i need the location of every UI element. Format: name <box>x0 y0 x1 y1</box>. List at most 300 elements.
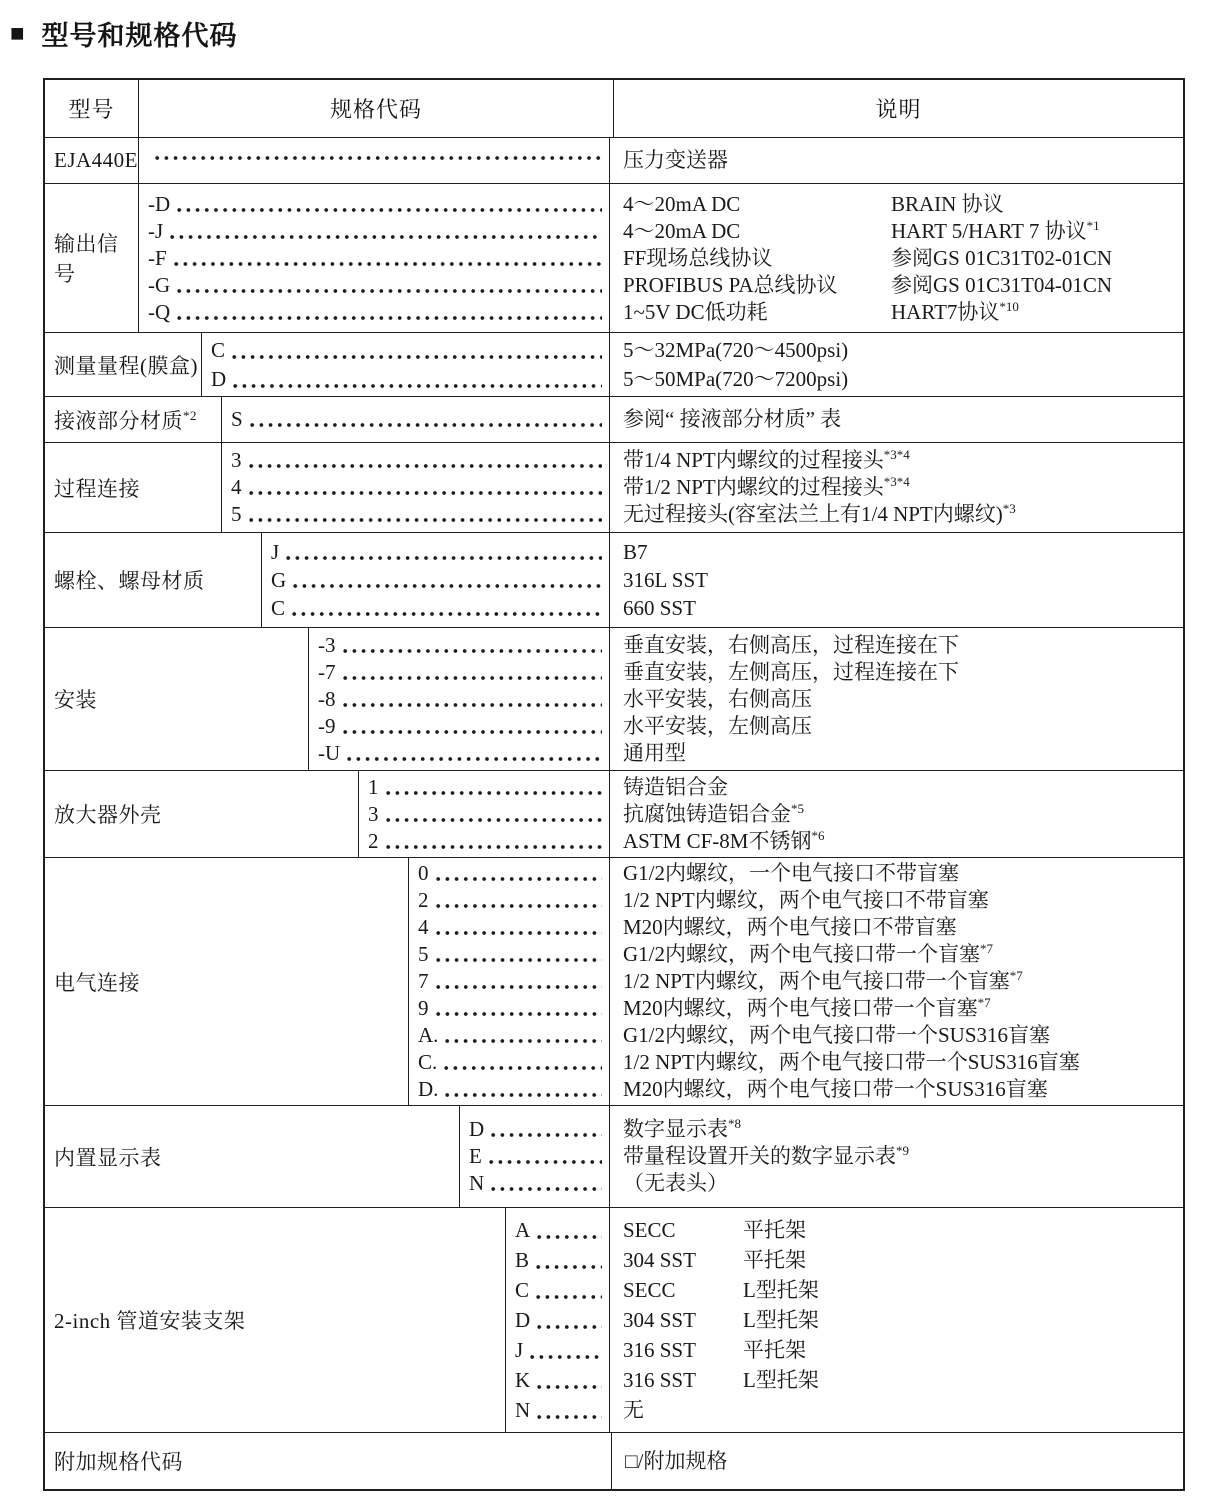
description-cell <box>610 333 1183 396</box>
spec-code-line <box>231 447 605 474</box>
spec-code-line <box>318 632 605 659</box>
spec-code-line <box>418 968 605 995</box>
spec-code: -3 <box>318 632 336 657</box>
section-label <box>45 333 202 396</box>
spec-code-line <box>418 1049 605 1076</box>
description-line <box>623 659 1177 686</box>
spec-code-line <box>418 995 605 1022</box>
description-text: 压力变送器 <box>623 148 728 172</box>
spec-code: 1 <box>368 774 379 799</box>
spec-section-row <box>45 396 1183 442</box>
description-line <box>623 1022 1177 1049</box>
dotted-leader <box>436 877 603 881</box>
description-text: 5～50MPa(720～7200psi) <box>623 366 849 391</box>
description-cell <box>612 1433 1183 1489</box>
description-line <box>623 272 1177 299</box>
description-cell <box>610 184 1183 332</box>
spec-code: 7 <box>418 969 429 993</box>
spec-code: 2 <box>418 888 429 912</box>
section-label <box>45 138 139 183</box>
spec-code-line <box>368 774 605 801</box>
dotted-leader <box>233 384 602 388</box>
spec-code-cell <box>460 1106 610 1207</box>
description-text: PROFIBUS PA总线协议 <box>623 272 838 297</box>
description-line <box>623 914 1177 941</box>
spec-code-line <box>368 828 605 855</box>
dotted-leader <box>537 1415 602 1419</box>
dotted-leader <box>536 1265 602 1269</box>
spec-code-line <box>318 686 605 713</box>
spec-code: C <box>271 596 286 620</box>
dotted-leader <box>386 845 603 849</box>
description-line <box>623 740 1177 767</box>
dotted-leader <box>343 703 603 707</box>
section-label-text: 过程连接 <box>54 476 140 501</box>
spec-code: D. <box>418 1077 439 1101</box>
section-label <box>45 628 309 770</box>
description-text-secondary: L型托架 <box>743 1368 819 1392</box>
spec-section-row <box>45 1432 1183 1489</box>
description-text: 参阅“ 接液部分材质” 表 <box>623 407 842 431</box>
spec-code-line <box>148 191 605 218</box>
description-text: G1/2内螺纹，一个电气接口不带盲塞 <box>623 861 959 885</box>
spec-code-line <box>418 887 605 914</box>
description-text: 无过程接头(容室法兰上有1/4 NPT内螺纹)$^{*3}$ <box>623 501 1016 526</box>
description-line <box>623 632 1177 659</box>
dotted-leader <box>445 1093 602 1097</box>
spec-code: 9 <box>418 996 429 1020</box>
description-text: 带1/4 NPT内螺纹的过程接头$^{*3*4}$ <box>623 447 910 472</box>
description-text: 1~5V DC低功耗 <box>623 299 768 324</box>
spec-code-line <box>148 299 605 326</box>
spec-code-cell <box>139 138 610 183</box>
dotted-leader <box>536 1295 602 1299</box>
description-text: M20内螺纹，两个电气接口不带盲塞 <box>623 915 957 939</box>
spec-code-cell <box>309 628 610 770</box>
description-text: 垂直安装，左侧高压，过程连接在下 <box>623 659 959 684</box>
description-text: 1/2 NPT内螺纹，两个电气接口带一个SUS316盲塞 <box>623 1050 1080 1074</box>
dotted-leader <box>489 1160 602 1164</box>
spec-code-cell <box>222 397 610 442</box>
description-cell <box>610 138 1183 183</box>
spec-code: -J <box>148 218 164 243</box>
description-line <box>623 860 1177 887</box>
spec-code: N <box>515 1398 531 1422</box>
spec-code-line <box>515 1215 605 1245</box>
spec-code-line <box>211 365 605 394</box>
description-line <box>623 1275 1177 1305</box>
description-text-secondary: HART7协议$^{*10}$ <box>891 298 1019 324</box>
page-title-text: 型号和规格代码 <box>41 21 238 51</box>
description-text: 水平安装，右侧高压 <box>623 686 812 711</box>
spec-code: A <box>515 1218 531 1242</box>
description-text: 304 SST <box>623 1308 696 1332</box>
spec-code-line <box>418 1076 605 1103</box>
description-line <box>623 1365 1177 1395</box>
description-text: FF现场总线协议 <box>623 245 773 270</box>
section-label <box>45 771 359 857</box>
spec-code-cell <box>139 184 610 332</box>
spec-code-line <box>318 659 605 686</box>
section-label-text: 安装 <box>54 688 97 712</box>
footnote-ref: *10 <box>999 298 1019 314</box>
spec-code: S <box>231 407 243 431</box>
description-line <box>623 566 1177 594</box>
header-description: 说明 <box>875 97 922 122</box>
dotted-leader <box>347 757 602 761</box>
dotted-leader <box>155 156 602 160</box>
dotted-leader <box>436 931 603 935</box>
spec-code: D <box>515 1308 531 1332</box>
spec-code: D <box>211 366 227 391</box>
section-label-text: 测量量程(膜盒) <box>54 353 198 378</box>
footnote-ref: *5 <box>791 800 804 816</box>
description-line <box>625 1448 1177 1475</box>
section-label-text: 附加规格代码 <box>54 1450 183 1474</box>
description-line <box>623 365 1177 394</box>
description-text: 水平安装，左侧高压 <box>623 713 812 738</box>
dotted-leader <box>177 208 602 212</box>
description-text: （无表头） <box>623 1171 728 1195</box>
dotted-leader <box>436 985 603 989</box>
spec-code: -U <box>318 740 341 765</box>
spec-code: 0 <box>418 861 429 885</box>
table-header-row <box>45 80 1183 137</box>
description-text: B7 <box>623 540 648 564</box>
description-cell <box>610 443 1183 532</box>
spec-code-line <box>368 801 605 828</box>
description-text-secondary: 参阅GS 01C31T02-01CN <box>891 245 1113 270</box>
spec-code-line <box>418 914 605 941</box>
description-text-secondary: 平托架 <box>743 1248 806 1272</box>
dotted-leader <box>250 423 602 427</box>
spec-code-line <box>515 1275 605 1305</box>
section-label-text: 接液部分材质$^{*2}$ <box>54 407 197 433</box>
section-label <box>45 858 409 1105</box>
description-text-secondary: L型托架 <box>743 1308 819 1332</box>
description-text: 4～20mA DC <box>623 191 741 216</box>
spec-code-line <box>211 336 605 365</box>
description-line <box>623 1335 1177 1365</box>
spec-code: C <box>211 337 226 362</box>
dotted-leader <box>530 1355 602 1359</box>
section-label <box>45 1208 506 1432</box>
dotted-leader <box>293 584 602 588</box>
footnote-ref: *2 <box>183 407 197 423</box>
description-line <box>623 1245 1177 1275</box>
spec-code-cell <box>409 858 610 1105</box>
description-text: 316 SST <box>623 1368 696 1392</box>
description-text: 铸造铝合金 <box>623 774 728 799</box>
description-line <box>623 147 1177 174</box>
description-line <box>623 538 1177 566</box>
description-text: 316L SST <box>623 568 708 592</box>
spec-code: B <box>515 1248 530 1272</box>
spec-section-row <box>45 532 1183 627</box>
description-line <box>623 1049 1177 1076</box>
description-line <box>623 887 1177 914</box>
footnote-ref: *9 <box>896 1143 909 1158</box>
description-cell <box>610 397 1183 442</box>
dotted-leader <box>232 355 602 359</box>
spec-code: J <box>271 540 280 564</box>
spec-code-cell <box>202 333 610 396</box>
spec-code-line <box>148 218 605 245</box>
description-line <box>623 1116 1177 1143</box>
spec-code-line <box>418 941 605 968</box>
description-line <box>623 995 1177 1022</box>
description-text: SECC <box>623 1278 676 1302</box>
dotted-leader <box>386 818 603 822</box>
description-text: G1/2内螺纹，两个电气接口带一个盲塞$^{*7}$ <box>623 941 993 966</box>
dotted-leader <box>343 649 603 653</box>
spec-code-line <box>148 272 605 299</box>
description-line <box>623 1143 1177 1170</box>
description-line <box>623 968 1177 995</box>
footnote-ref: *3 <box>1002 501 1016 516</box>
description-cell <box>610 771 1183 857</box>
description-line <box>623 1215 1177 1245</box>
spec-code: -Q <box>148 299 171 324</box>
description-line <box>623 1170 1177 1197</box>
spec-code-cell <box>222 443 610 532</box>
spec-code-line <box>148 245 605 272</box>
description-line <box>623 594 1177 622</box>
dotted-leader <box>445 1039 602 1043</box>
spec-code: G <box>271 568 287 592</box>
description-text: 带量程设置开关的数字显示表$^{*9}$ <box>623 1143 909 1168</box>
dotted-leader <box>343 730 603 734</box>
spec-code: 3 <box>231 448 242 472</box>
footnote-ref: *7 <box>1009 968 1023 983</box>
description-line <box>623 447 1177 474</box>
footnote-ref: *8 <box>728 1116 741 1131</box>
description-line <box>623 406 1177 433</box>
spec-code: 5 <box>231 502 242 526</box>
spec-code: 2 <box>368 828 379 853</box>
spec-code: J <box>515 1338 524 1362</box>
description-text-secondary: HART 5/HART 7 协议$^{*1}$ <box>891 217 1100 243</box>
spec-code-line <box>515 1395 605 1425</box>
dotted-leader <box>537 1235 602 1239</box>
spec-code-line <box>469 1143 605 1170</box>
dotted-leader <box>491 1187 602 1191</box>
model-spec-table <box>43 78 1185 1491</box>
description-text: 1/2 NPT内螺纹，两个电气接口不带盲塞 <box>623 888 989 912</box>
spec-code: D <box>469 1117 485 1141</box>
dotted-leader <box>170 235 602 239</box>
description-line <box>623 686 1177 713</box>
spec-code: 5 <box>418 942 429 966</box>
spec-code-line <box>318 713 605 740</box>
header-spec-code: 规格代码 <box>139 80 614 137</box>
section-label-text: 2-inch 管道安装支架 <box>54 1309 246 1333</box>
dotted-leader <box>286 556 602 560</box>
description-line <box>623 713 1177 740</box>
footnote-ref: *3*4 <box>883 447 910 462</box>
dotted-leader <box>537 1385 602 1389</box>
description-text: 1/2 NPT内螺纹，两个电气接口带一个盲塞$^{*7}$ <box>623 968 1023 993</box>
section-label <box>45 1433 612 1489</box>
dotted-leader <box>436 904 603 908</box>
spec-code-line <box>231 406 605 433</box>
spec-code-line <box>418 1022 605 1049</box>
spec-code-line <box>515 1365 605 1395</box>
dotted-leader <box>177 316 602 320</box>
dotted-leader <box>249 518 603 522</box>
spec-code: A. <box>418 1023 439 1047</box>
description-text: 通用型 <box>623 740 686 765</box>
spec-code-line <box>231 474 605 501</box>
section-label <box>45 397 222 442</box>
spec-section-row <box>45 1105 1183 1207</box>
description-cell <box>610 858 1183 1105</box>
dotted-leader <box>386 791 603 795</box>
description-text-secondary: 参阅GS 01C31T04-01CN <box>891 272 1113 297</box>
spec-section-row <box>45 857 1183 1105</box>
description-text-secondary: 平托架 <box>743 1218 806 1242</box>
description-line <box>623 801 1177 828</box>
spec-code-cell <box>506 1208 610 1432</box>
description-line <box>623 299 1177 326</box>
description-text: 无 <box>623 1398 644 1422</box>
description-text: 抗腐蚀铸造铝合金$^{*5}$ <box>623 800 804 826</box>
spec-section-row <box>45 770 1183 857</box>
description-cell <box>610 1106 1183 1207</box>
dotted-leader <box>444 1066 602 1070</box>
spec-code: -7 <box>318 659 336 684</box>
spec-code: -D <box>148 191 171 216</box>
description-line <box>623 191 1177 218</box>
description-line <box>623 828 1177 855</box>
dotted-leader <box>491 1133 602 1137</box>
spec-code-line <box>515 1335 605 1365</box>
section-marker-icon: ■ <box>10 19 26 47</box>
description-cell <box>610 628 1183 770</box>
spec-code: E <box>469 1144 482 1168</box>
dotted-leader <box>249 491 603 495</box>
description-cell <box>610 533 1183 627</box>
spec-section-row <box>45 183 1183 332</box>
dotted-leader <box>436 958 603 962</box>
dotted-leader <box>249 464 603 468</box>
footnote-ref: *7 <box>977 995 991 1010</box>
description-text: ASTM CF-8M不锈钢$^{*6}$ <box>623 827 825 853</box>
section-label <box>45 1106 460 1207</box>
description-line <box>623 1395 1177 1425</box>
spec-code: -G <box>148 272 171 297</box>
spec-section-row <box>45 137 1183 183</box>
spec-code-line <box>469 1116 605 1143</box>
description-text: 数字显示表$^{*8}$ <box>623 1116 741 1141</box>
description-text: 304 SST <box>623 1248 696 1272</box>
spec-code-line <box>515 1245 605 1275</box>
spec-code: 4 <box>231 475 242 499</box>
section-label <box>45 184 139 332</box>
spec-code-line <box>418 860 605 887</box>
dotted-leader <box>177 289 602 293</box>
description-text: 316 SST <box>623 1338 696 1362</box>
spec-code: 4 <box>418 915 429 939</box>
description-text: 5～32MPa(720～4500psi) <box>623 337 849 362</box>
spec-code: -F <box>148 245 167 270</box>
footnote-ref: *3*4 <box>883 474 910 489</box>
section-label <box>45 533 262 627</box>
description-text-secondary: L型托架 <box>743 1278 819 1302</box>
spec-code-line <box>515 1305 605 1335</box>
footnote-ref: *1 <box>1086 217 1100 233</box>
spec-code-line <box>271 594 605 622</box>
spec-code-line <box>271 538 605 566</box>
spec-code-cell <box>359 771 610 857</box>
section-label <box>45 443 222 532</box>
footnote-ref: *6 <box>811 827 825 843</box>
page-title <box>10 14 238 53</box>
dotted-leader <box>174 262 602 266</box>
section-label-text: 内置显示表 <box>54 1145 162 1170</box>
section-label-text: EJA440E <box>54 148 138 172</box>
description-line <box>623 774 1177 801</box>
spec-code: -9 <box>318 713 336 738</box>
description-line <box>623 1076 1177 1103</box>
spec-code: N <box>469 1171 485 1195</box>
spec-code-line <box>318 740 605 767</box>
description-text: 660 SST <box>623 596 696 620</box>
header-model: 型号 <box>45 80 139 137</box>
description-text: 带1/2 NPT内螺纹的过程接头$^{*3*4}$ <box>623 474 910 499</box>
spec-code: -8 <box>318 686 336 711</box>
spec-code-line <box>231 501 605 528</box>
dotted-leader <box>436 1012 603 1016</box>
description-text: □/附加规格 <box>624 1448 728 1473</box>
description-cell <box>610 1208 1183 1432</box>
dotted-leader <box>343 676 603 680</box>
description-text: 垂直安装，右侧高压，过程连接在下 <box>623 632 959 657</box>
spec-section-row <box>45 442 1183 532</box>
description-text: G1/2内螺纹，两个电气接口带一个SUS316盲塞 <box>623 1023 1051 1047</box>
spec-code-line <box>148 156 605 166</box>
description-line <box>623 941 1177 968</box>
description-line <box>623 474 1177 501</box>
spec-code-line <box>469 1170 605 1197</box>
section-label-text: 电气连接 <box>54 970 140 995</box>
description-line <box>623 336 1177 365</box>
dotted-leader <box>537 1325 602 1329</box>
table-body <box>45 137 1183 1489</box>
description-line <box>623 245 1177 272</box>
description-text-secondary: 平托架 <box>743 1338 806 1362</box>
description-text-secondary: BRAIN 协议 <box>891 191 1004 216</box>
section-label-text: 输出信号 <box>54 232 119 286</box>
spec-code: C. <box>418 1050 438 1074</box>
spec-code: 3 <box>368 801 379 826</box>
description-text: M20内螺纹，两个电气接口带一个盲塞$^{*7}$ <box>623 995 991 1020</box>
spec-section-row <box>45 627 1183 770</box>
dotted-leader <box>292 612 602 616</box>
description-text: M20内螺纹，两个电气接口带一个SUS316盲塞 <box>623 1077 1048 1101</box>
section-label-text: 放大器外壳 <box>54 803 162 827</box>
spec-code: K <box>515 1368 531 1392</box>
footnote-ref: *7 <box>980 941 993 956</box>
description-line <box>623 501 1177 528</box>
description-text: 4～20mA DC <box>623 218 741 243</box>
spec-section-row <box>45 1207 1183 1432</box>
spec-section-row <box>45 332 1183 396</box>
description-line <box>623 218 1177 245</box>
description-text: SECC <box>623 1218 676 1242</box>
spec-code-line <box>271 566 605 594</box>
section-label-text: 螺栓、螺母材质 <box>54 569 205 593</box>
